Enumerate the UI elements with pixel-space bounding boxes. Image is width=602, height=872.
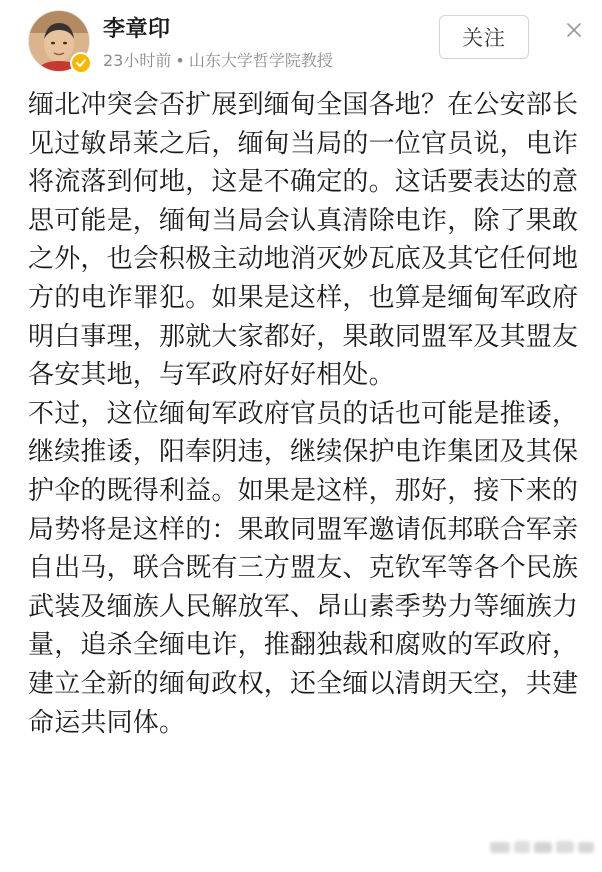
post-body — [28, 86, 588, 742]
post-paragraph-1: 缅北冲突会否扩展到缅甸全国各地？在公安部长见过敏昂莱之后，缅甸当局的一位官员说，电诈将流落到何地，这是不确定的。这话要表达的意思可能是，缅甸当局会认真清除电诈，除了果敢之外，也会积极主动地消灭妙瓦底及其它任何地方的电诈罪犯。如果是这样，也算是缅甸军政府明白事理，那就大家都好，果敢同盟军及其盟友各安其地，与军政府好好相处。 — [28, 90, 579, 391]
author-name[interactable]: 李章印 — [103, 17, 171, 42]
post-meta — [103, 51, 333, 71]
close-icon — [567, 23, 581, 37]
verified-badge-icon — [70, 52, 92, 74]
follow-button[interactable]: 关注 — [439, 15, 529, 59]
avatar[interactable] — [28, 10, 90, 72]
close-button[interactable] — [563, 19, 585, 41]
post-header — [0, 0, 602, 84]
author-bio: 山东大学哲学院教授 — [188, 51, 333, 70]
post-paragraph-2: 不过，这位缅甸军政府官员的话也可能是推诿，继续推诿，阳奉阴违，继续保护电诈集团及其保护伞的既得利益。如果是这样，那好，接下来的局势将是这样的：果敢同盟军邀请佤邦联合军亲自出马，联合既有三方盟友、克钦军等各个民族武装及缅族人民解放军、昂山素季势力等缅族力量，追杀全缅电诈，推翻独裁和腐败的军政府，建立全新的缅甸政权，还全缅以清朗天空，共建命运共同体。 — [28, 398, 579, 738]
post-time: 23小时前 — [103, 51, 172, 70]
meta-separator: • — [175, 51, 185, 70]
watermark — [488, 836, 598, 858]
